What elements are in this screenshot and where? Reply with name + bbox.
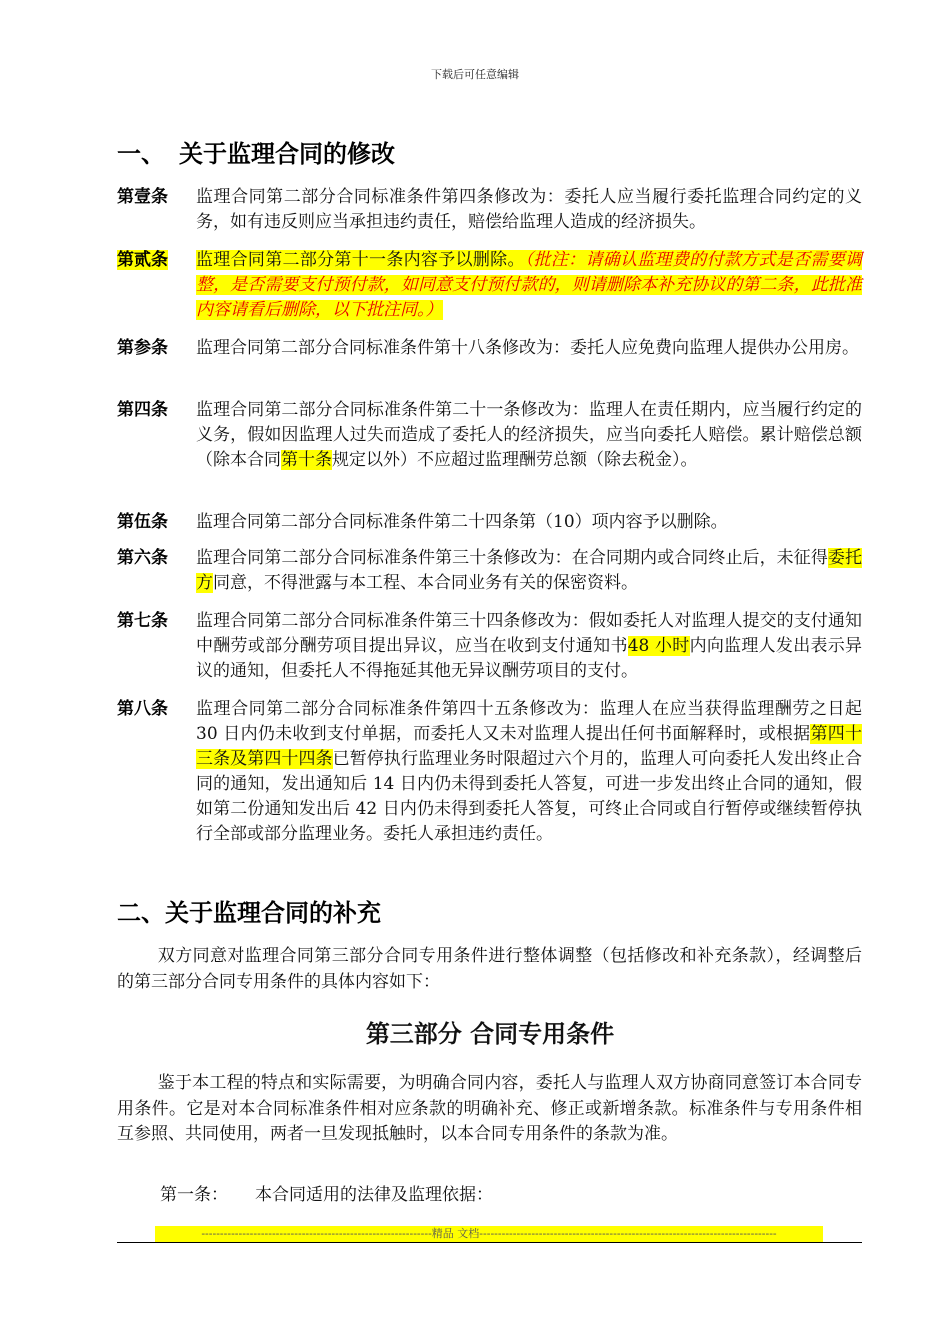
section-2-heading: 二、关于监理合同的补充 bbox=[117, 898, 381, 927]
page-header-note: 下载后可任意编辑 bbox=[431, 68, 519, 81]
footer-right-dashes: -------------------------------------------------------------------------------- bbox=[479, 1227, 777, 1240]
footer-banner bbox=[155, 1226, 823, 1242]
clause-2 bbox=[117, 248, 862, 323]
clause-7-highlight: 48 小时 bbox=[627, 636, 690, 656]
part-3-title: 第三部分 合同专用条件 bbox=[365, 1019, 615, 1048]
clause-2-text bbox=[196, 248, 862, 323]
clause-2-label-text: 第贰条 bbox=[117, 250, 168, 270]
clause-8-label: 第八条 bbox=[117, 699, 168, 719]
footer-label: 精品 文档 bbox=[431, 1227, 480, 1240]
clause-4-label: 第四条 bbox=[117, 400, 168, 420]
footer-left-dashes: -------------------------------------------------------------- bbox=[201, 1227, 432, 1240]
clause-7 bbox=[117, 609, 862, 684]
clause-8-text-part-b: 已暂停执行监理业务时限超过六个月的，监理人可向委托人发出终止合同的通知，发出通知后 14 日内仍未得到委托人答复，可进一步发出终止合同的通知，假如第二份通知发出后 42 日内仍未得到委托人答复，可终止合同或自行暂停或继续暂停执行全部或部分监理业务。委托人承担违约责任。 bbox=[196, 749, 863, 844]
clause-4-highlight: 第十条 bbox=[281, 450, 332, 470]
clause-7-text-part-a: 监理合同第二部分合同标准条件第三十四条修改为：假如委托人对监理人提交的支付通知中酬劳或部分酬劳项目提出异议，应当在收到支付通知书 bbox=[196, 611, 862, 656]
clause-7-label: 第七条 bbox=[117, 611, 168, 631]
clause-6-text-part-a: 监理合同第二部分合同标准条件第三十条修改为：在合同期内或合同终止后，未征得 bbox=[196, 548, 828, 568]
section-1-heading bbox=[117, 134, 395, 169]
clause-6-text-part-b: 同意，不得泄露与本工程、本合同业务有关的保密资料。 bbox=[213, 573, 638, 593]
clause-8-highlight: 第四十三条及第四十四条 bbox=[196, 724, 862, 769]
clause-7-text-part-b: 内向监理人发出表示异议的通知，但委托人不得拖延其他无异议酬劳项目的支付。 bbox=[196, 636, 862, 681]
clause-8 bbox=[117, 697, 862, 847]
clause-4-text bbox=[196, 398, 862, 473]
clause-4-text-part-b: 规定以外）不应超过监理酬劳总额（除去税金）。 bbox=[332, 450, 698, 470]
section-1-number: 一、 bbox=[117, 139, 165, 168]
clause-1 bbox=[117, 185, 862, 235]
clause-6 bbox=[117, 546, 862, 596]
section-2-paragraph: 双方同意对监理合同第三部分合同专用条件进行整体调整（包括修改和补充条款），经调整后的第三部分合同专用条件的具体内容如下： bbox=[117, 946, 862, 992]
clause-5-label: 第伍条 bbox=[117, 512, 168, 532]
clause-6-highlight: 委托方 bbox=[196, 548, 863, 593]
clause-4-text-part-a: 监理合同第二部分合同标准条件第二十一条修改为：监理人在责任期内，应当履行约定的义务，假如因监理人过失而造成了委托人的经济损失，应当向委托人赔偿。累计赔偿总额（除本合同 bbox=[196, 400, 862, 470]
article-1-label: 第一条： bbox=[160, 1185, 228, 1205]
clause-6-label: 第六条 bbox=[117, 548, 168, 568]
section-1-title: 关于监理合同的修改 bbox=[179, 139, 395, 168]
clause-5-text: 监理合同第二部分合同标准条件第二十四条第（10）项内容予以删除。 bbox=[196, 512, 728, 532]
clause-3-text: 监理合同第二部分合同标准条件第十八条修改为：委托人应免费向监理人提供办公用房。 bbox=[196, 338, 859, 358]
clause-3-label: 第参条 bbox=[117, 338, 168, 358]
clause-3 bbox=[117, 336, 862, 361]
footer-divider bbox=[117, 1242, 862, 1243]
part-3-paragraph: 鉴于本工程的特点和实际需要，为明确合同内容，委托人与监理人双方协商同意签订本合同专用条件。它是对本合同标准条件相对应条款的明确补充、修正或新增条款。标准条件与专用条件相互参照、共同使用，两者一旦发现抵触时，以本合同专用条件的条款为准。 bbox=[117, 1073, 862, 1144]
article-1 bbox=[160, 1183, 862, 1209]
clause-2-label bbox=[117, 248, 196, 323]
clause-2-annotation: （批注：请确认监理费的付款方式是否需要调整，是否需要支付预付款，如同意支付预付款的，则请删除本补充协议的第二条，此批准内容请看后删除，以下批注同。） bbox=[196, 250, 862, 320]
clause-1-label: 第壹条 bbox=[117, 187, 168, 207]
clause-2-body: 监理合同第二部分第十一条内容予以删除。 bbox=[196, 250, 525, 270]
clause-7-text bbox=[196, 609, 862, 684]
clause-8-text bbox=[196, 697, 862, 847]
clause-4 bbox=[117, 398, 862, 473]
clause-5 bbox=[117, 510, 862, 535]
clause-8-text-part-a: 监理合同第二部分合同标准条件第四十五条修改为：监理人在应当获得监理酬劳之日起 30 日内仍未收到支付单据，而委托人又未对监理人提出任何书面解释时，或根据 bbox=[196, 699, 862, 744]
article-1-text: 本合同适用的法律及监理依据： bbox=[255, 1185, 493, 1205]
clause-1-text: 监理合同第二部分合同标准条件第四条修改为：委托人应当履行委托监理合同约定的义务，如有违反则应当承担违约责任，赔偿给监理人造成的经济损失。 bbox=[196, 187, 862, 232]
clause-6-text bbox=[196, 546, 862, 596]
